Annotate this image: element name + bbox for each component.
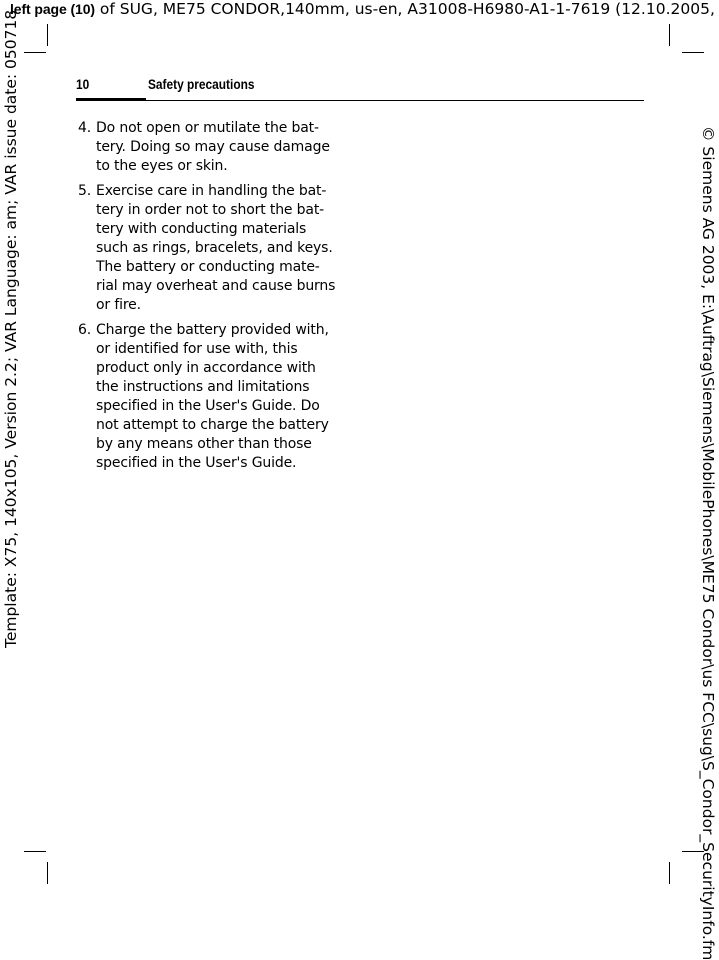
crop-mark xyxy=(47,24,48,46)
list-item-line: tery with conducting materials xyxy=(96,221,307,237)
list-item-number: 5. xyxy=(78,183,92,199)
crop-mark xyxy=(24,851,46,852)
list-item-line: Do not open or mutilate the bat- xyxy=(96,120,319,136)
list-item xyxy=(78,182,348,315)
list-item-line: or identified for use with, this xyxy=(96,341,298,357)
template-info-text: Template: X75, 140x105, Version 2.2; VAR Language: am; VAR issue date: 050718 xyxy=(2,9,20,648)
list-item-line: product only in accordance with xyxy=(96,360,316,376)
print-header-job-info: of SUG, ME75 CONDOR,140mm, us-en, A31008-H6980-A1-1-7619 (12.10.2005, xyxy=(94,0,715,18)
list-item-line: tery. Doing so may cause damage xyxy=(96,139,330,155)
header-rule-thin xyxy=(146,100,644,101)
file-path-info xyxy=(697,126,719,960)
crop-mark xyxy=(682,52,704,53)
list-item-line: rial may overheat and cause burns xyxy=(96,278,336,294)
safety-list xyxy=(78,119,348,479)
list-item-line: Charge the battery provided with, xyxy=(96,322,329,338)
list-item-line: to the eyes or skin. xyxy=(96,158,228,174)
list-item-line: the instructions and limitations xyxy=(96,379,310,395)
crop-mark xyxy=(47,862,48,884)
list-item-number: 6. xyxy=(78,322,92,338)
list-item-line: Exercise care in handling the bat- xyxy=(96,183,327,199)
page-number: 10 xyxy=(76,76,90,92)
list-item xyxy=(78,119,348,176)
list-item-line: specified in the User's Guide. Do xyxy=(96,398,320,414)
list-item-line: by any means other than those xyxy=(96,436,312,452)
list-item-line: such as rings, bracelets, and keys. xyxy=(96,240,333,256)
crop-mark xyxy=(669,862,670,884)
list-item-line: specified in the User's Guide. xyxy=(96,455,297,471)
list-item xyxy=(78,321,348,473)
list-item-line: not attempt to charge the battery xyxy=(96,417,329,433)
print-header-page-label: left page (10) xyxy=(10,1,95,17)
file-path-text: © Siemens AG 2003, E:\Auftrag\Siemens\MobilePhones\ME75 Condor\us FCC\sug\S_Condor_SecurityInfo.fm xyxy=(699,126,717,960)
list-item-line: or fire. xyxy=(96,297,141,313)
print-header xyxy=(10,0,719,20)
crop-mark xyxy=(669,24,670,46)
crop-mark xyxy=(24,52,46,53)
list-item-line: The battery or conducting mate- xyxy=(96,259,320,275)
section-title: Safety precautions xyxy=(148,76,255,92)
list-item-number: 4. xyxy=(78,120,92,136)
template-info xyxy=(0,9,22,648)
running-header xyxy=(76,75,644,103)
list-item-line: tery in order not to short the bat- xyxy=(96,202,325,218)
header-rule-thick xyxy=(76,98,146,101)
